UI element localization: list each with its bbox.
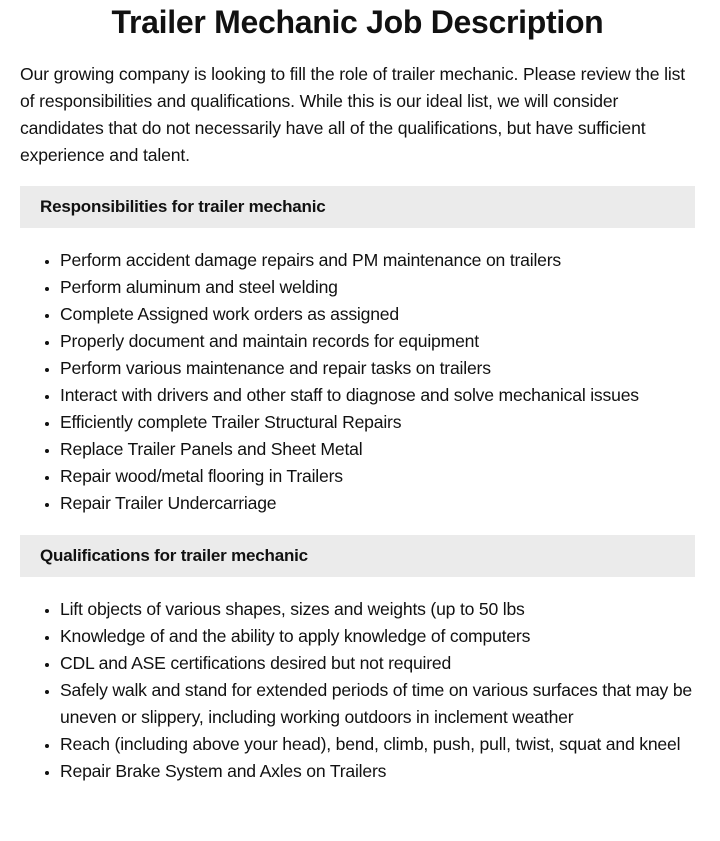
list-item: • Repair Trailer Undercarriage	[60, 490, 695, 517]
list-item: • Safely walk and stand for extended periods of time on various surfaces that may be uneven or slippery, including working outdoors in inclement weather	[60, 677, 695, 731]
list-item: • Repair Brake System and Axles on Trailers	[60, 758, 695, 785]
list-item: • Replace Trailer Panels and Sheet Metal	[60, 436, 695, 463]
list-item: • Efficiently complete Trailer Structural Repairs	[60, 409, 695, 436]
qualifications-heading: Qualifications for trailer mechanic	[20, 535, 695, 577]
list-item: • Reach (including above your head), bend, climb, push, pull, twist, squat and kneel	[60, 731, 695, 758]
list-item: • Perform accident damage repairs and PM maintenance on trailers	[60, 247, 695, 274]
list-item: • Perform aluminum and steel welding	[60, 274, 695, 301]
intro-paragraph: Our growing company is looking to fill the role of trailer mechanic. Please review the list of responsibilities and qualifications. While this is our ideal list, we will consider candidates that do not necessarily have all of the qualifications, but have sufficient experience and talent.	[20, 64, 685, 165]
list-item: • Interact with drivers and other staff to diagnose and solve mechanical issues	[60, 382, 695, 409]
responsibilities-heading: Responsibilities for trailer mechanic	[20, 186, 695, 228]
list-item: • Complete Assigned work orders as assigned	[60, 301, 695, 328]
list-item: • Properly document and maintain records for equipment	[60, 328, 695, 355]
qualifications-list	[20, 596, 695, 785]
list-item: • Repair wood/metal flooring in Trailers	[60, 463, 695, 490]
list-item: • Lift objects of various shapes, sizes and weights (up to 50 lbs	[60, 596, 695, 623]
list-item: • CDL and ASE certifications desired but not required	[60, 650, 695, 677]
list-item: • Knowledge of and the ability to apply knowledge of computers	[60, 623, 695, 650]
responsibilities-list	[20, 247, 695, 517]
list-item: • Perform various maintenance and repair tasks on trailers	[60, 355, 695, 382]
page-title: Trailer Mechanic Job Description	[111, 4, 604, 40]
